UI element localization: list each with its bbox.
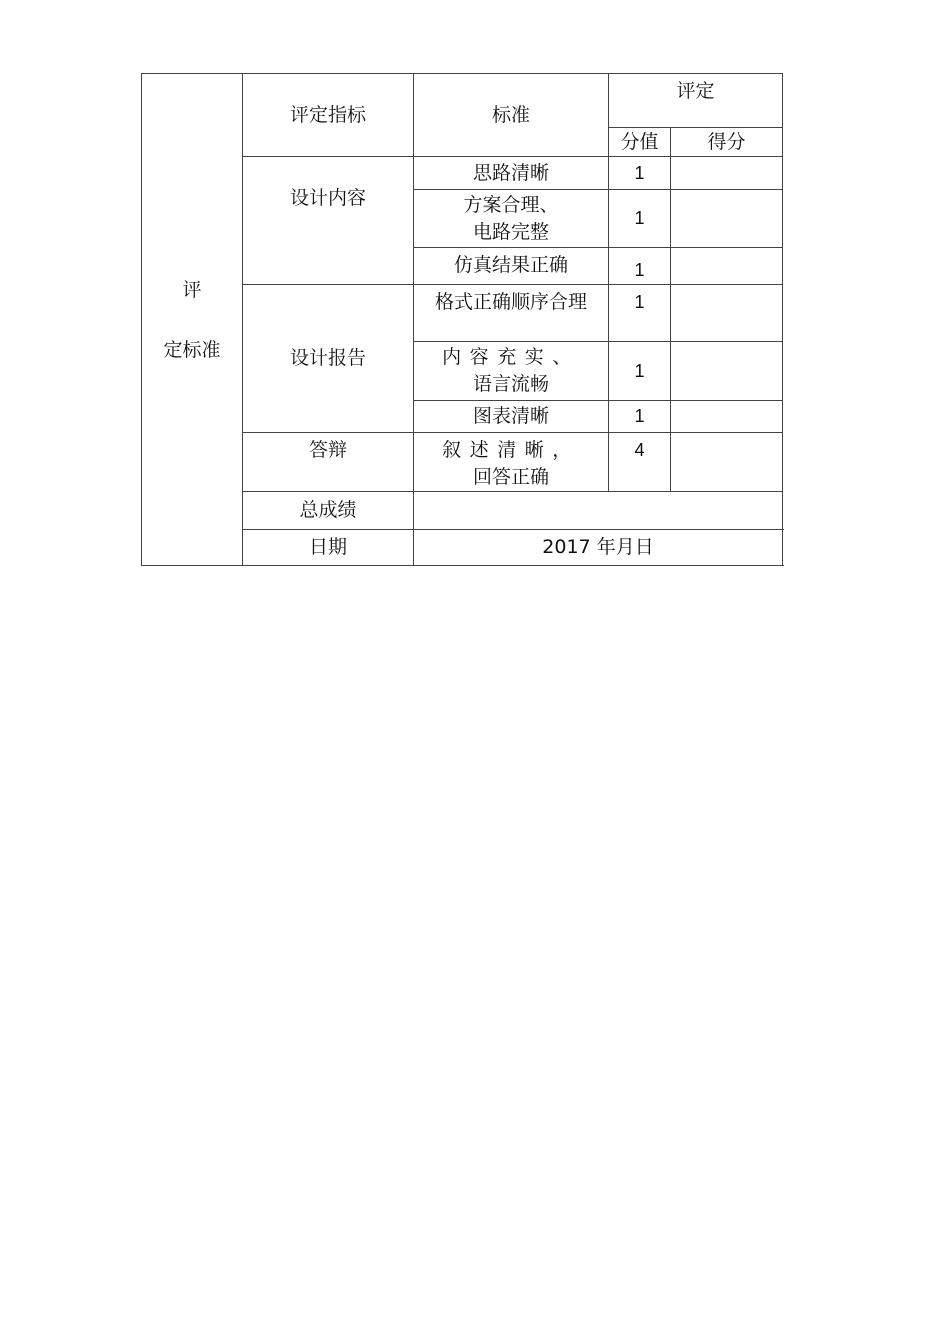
indicator-design-content: [243, 157, 414, 285]
standard-cell: [414, 401, 609, 433]
date-label: 日期: [243, 530, 414, 566]
standard-header: 标准: [414, 74, 609, 157]
value-cell: 4: [609, 433, 671, 492]
value-cell: 1: [609, 342, 671, 401]
criteria-section-label: [142, 74, 243, 566]
score-cell[interactable]: [671, 285, 783, 342]
score-cell[interactable]: [671, 157, 783, 190]
indicator-label: 答辩: [308, 439, 347, 461]
indicator-defense: [243, 433, 414, 492]
score-cell[interactable]: [671, 248, 783, 285]
criteria-label-line1: 评: [182, 278, 202, 301]
total-label: 总成绩: [243, 492, 414, 530]
score-obtained-header: 得分: [671, 128, 783, 157]
standard-text: 仿真结果正确: [453, 254, 568, 276]
criteria-label-line2: 定标准: [163, 338, 221, 361]
standard-text-line2: 语言流畅: [472, 373, 549, 395]
value-cell: 1: [609, 401, 671, 433]
score-cell[interactable]: [671, 401, 783, 433]
standard-cell: [414, 157, 609, 190]
standard-text-line1: 方案合理、: [463, 193, 559, 216]
value-cell: 1: [609, 285, 671, 342]
standard-text-line2: 回答正确: [472, 466, 549, 488]
standard-text-line1: 叙述清晰，: [442, 439, 580, 461]
standard-cell: [414, 285, 609, 342]
score-cell[interactable]: [671, 190, 783, 248]
standard-text: 格式正确顺序合理: [434, 291, 587, 313]
score-value-header: 分值: [609, 128, 671, 157]
standard-text: 图表清晰: [472, 405, 549, 427]
indicator-design-report: [243, 285, 414, 433]
standard-cell: [414, 433, 609, 492]
grading-table: [141, 73, 783, 566]
total-value-cell[interactable]: [414, 492, 783, 530]
score-cell[interactable]: [671, 342, 783, 401]
date-value: 2017 年月日: [414, 530, 783, 566]
evaluation-header: 评定: [609, 74, 783, 128]
value-cell: 1: [609, 190, 671, 248]
standard-text: 思路清晰: [472, 161, 549, 184]
indicator-label: 设计报告: [289, 347, 366, 369]
standard-cell: [414, 342, 609, 401]
value-cell: 1: [609, 248, 671, 285]
standard-cell: [414, 248, 609, 285]
indicator-header: 评定指标: [243, 74, 414, 157]
value-cell: 1: [609, 157, 671, 190]
standard-text-line2: 电路完整: [472, 220, 549, 243]
standard-text-line1: 内容充实、: [442, 346, 580, 368]
standard-cell: [414, 190, 609, 248]
indicator-label: 设计内容: [289, 187, 366, 209]
score-cell[interactable]: [671, 433, 783, 492]
